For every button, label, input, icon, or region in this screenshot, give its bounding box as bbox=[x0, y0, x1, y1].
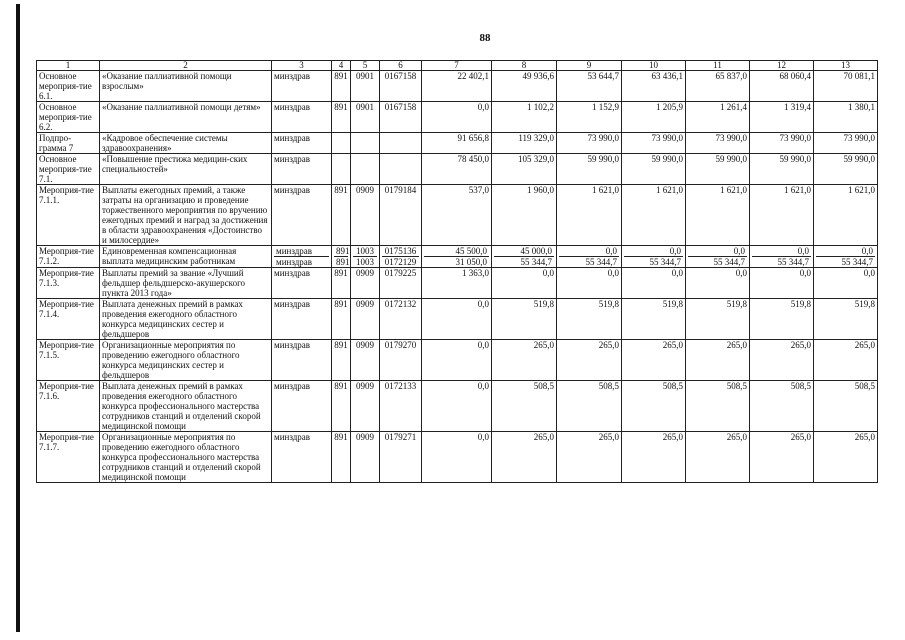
year-value-cell: 1 363,0 bbox=[422, 268, 492, 299]
column-header-12: 12 bbox=[750, 61, 814, 71]
year-value-cell: 0,0 bbox=[814, 268, 878, 299]
ministry-code-cell bbox=[332, 133, 351, 154]
year-value-cell: 59 990,0 bbox=[557, 154, 622, 185]
ministry-code-cell: 891 bbox=[332, 268, 351, 299]
year-value-cell-line: 31 050,0 bbox=[424, 256, 489, 267]
year-value-cell: 0,0 bbox=[422, 432, 492, 483]
column-header-5: 5 bbox=[351, 61, 380, 71]
year-value-cell: 0,0 bbox=[422, 299, 492, 340]
year-value-cell: 508,5 bbox=[686, 381, 750, 432]
ministry-code-cell: 891 bbox=[332, 185, 351, 246]
year-value-cell: 73 990,0 bbox=[814, 133, 878, 154]
year-value-cell bbox=[422, 246, 492, 268]
section-code-cell: 0909 bbox=[351, 340, 380, 381]
measure-description-cell: Выплата денежных премий в рамках проведения ежегодного областного конкурса медицинских сестер и фельдшеров bbox=[100, 299, 272, 340]
year-value-cell: 508,5 bbox=[492, 381, 557, 432]
year-value-cell: 265,0 bbox=[557, 340, 622, 381]
year-value-cell: 519,8 bbox=[557, 299, 622, 340]
year-value-cell-line: 55 344,7 bbox=[559, 256, 619, 267]
column-header-8: 8 bbox=[492, 61, 557, 71]
target-code-cell: 0172132 bbox=[380, 299, 422, 340]
measure-name-cell: Подпро-грамма 7 bbox=[37, 133, 100, 154]
year-value-cell: 265,0 bbox=[750, 340, 814, 381]
target-code-cell: 0179270 bbox=[380, 340, 422, 381]
section-code-cell: 0909 bbox=[351, 185, 380, 246]
target-code-cell: 0167158 bbox=[380, 71, 422, 102]
year-value-cell-line: 45 500,0 bbox=[455, 246, 487, 256]
ministry-code-cell: 891 bbox=[332, 381, 351, 432]
year-value-cell: 63 436,1 bbox=[622, 71, 686, 102]
year-value-cell: 59 990,0 bbox=[814, 154, 878, 185]
year-value-cell: 0,0 bbox=[422, 381, 492, 432]
target-code-cell bbox=[380, 133, 422, 154]
ministry-code-cell bbox=[332, 246, 351, 268]
department-cell bbox=[272, 246, 332, 268]
target-code-cell-line: 0172129 bbox=[382, 256, 419, 267]
table-row bbox=[37, 71, 878, 102]
year-value-cell: 1 621,0 bbox=[622, 185, 686, 246]
section-code-cell: 0909 bbox=[351, 432, 380, 483]
department-cell: минздрав bbox=[272, 102, 332, 133]
measure-description-cell: «Оказание паллиативной помощи взрослым» bbox=[100, 71, 272, 102]
column-header-3: 3 bbox=[272, 61, 332, 71]
year-value-cell: 1 152,9 bbox=[557, 102, 622, 133]
measure-name-cell: Основное мероприя-тие 6.1. bbox=[37, 71, 100, 102]
column-header-1: 1 bbox=[37, 61, 100, 71]
year-value-cell-line: 0,0 bbox=[797, 246, 809, 256]
ministry-code-cell: 891 bbox=[332, 299, 351, 340]
header-row bbox=[37, 61, 878, 71]
year-value-cell: 68 060,4 bbox=[750, 71, 814, 102]
year-value-cell bbox=[492, 246, 557, 268]
department-cell: минздрав bbox=[272, 185, 332, 246]
table-row bbox=[37, 185, 878, 246]
year-value-cell: 73 990,0 bbox=[686, 133, 750, 154]
year-value-cell: 0,0 bbox=[557, 268, 622, 299]
year-value-cell: 265,0 bbox=[686, 340, 750, 381]
year-value-cell-line: 55 344,7 bbox=[494, 256, 554, 267]
year-value-cell: 1 319,4 bbox=[750, 102, 814, 133]
measure-description-cell: Выплаты ежегодных премий, а также затраты на организацию и проведение торжественного мероприятия по вручению ежегодных премий и наград за достижения в области здравоохранения «Достоинство и милосердие» bbox=[100, 185, 272, 246]
year-value-cell: 519,8 bbox=[622, 299, 686, 340]
ministry-code-cell-line: 891 bbox=[336, 257, 350, 267]
column-header-6: 6 bbox=[380, 61, 422, 71]
table-row bbox=[37, 299, 878, 340]
year-value-cell: 1 621,0 bbox=[814, 185, 878, 246]
year-value-cell: 53 644,7 bbox=[557, 71, 622, 102]
measure-description-cell: Выплата денежных премий в рамках проведения ежегодного областного конкурса профессионального мастерства сотрудников станций и отделений скорой медицинской помощи bbox=[100, 381, 272, 432]
department-cell: минздрав bbox=[272, 381, 332, 432]
year-value-cell: 22 402,1 bbox=[422, 71, 492, 102]
year-value-cell: 265,0 bbox=[814, 432, 878, 483]
year-value-cell: 508,5 bbox=[622, 381, 686, 432]
target-code-cell: 0172133 bbox=[380, 381, 422, 432]
year-value-cell: 119 329,0 bbox=[492, 133, 557, 154]
year-value-cell: 265,0 bbox=[814, 340, 878, 381]
measure-description-cell: «Кадровое обеспечение системы здравоохранения» bbox=[100, 133, 272, 154]
column-header-13: 13 bbox=[814, 61, 878, 71]
year-value-cell: 1 102,2 bbox=[492, 102, 557, 133]
year-value-cell-line: 0,0 bbox=[733, 246, 745, 256]
year-value-cell: 265,0 bbox=[557, 432, 622, 483]
table-row bbox=[37, 246, 878, 268]
year-value-cell: 1 621,0 bbox=[557, 185, 622, 246]
year-value-cell: 0,0 bbox=[422, 340, 492, 381]
section-code-cell bbox=[351, 246, 380, 268]
ministry-code-cell-line: 891 bbox=[336, 246, 350, 256]
department-cell: минздрав bbox=[272, 432, 332, 483]
year-value-cell: 265,0 bbox=[686, 432, 750, 483]
year-value-cell: 537,0 bbox=[422, 185, 492, 246]
year-value-cell-line: 55 344,7 bbox=[752, 256, 811, 267]
year-value-cell bbox=[686, 246, 750, 268]
year-value-cell: 59 990,0 bbox=[686, 154, 750, 185]
year-value-cell: 0,0 bbox=[686, 268, 750, 299]
year-value-cell-line: 55 344,7 bbox=[688, 256, 747, 267]
year-value-cell: 519,8 bbox=[686, 299, 750, 340]
section-code-cell: 0909 bbox=[351, 299, 380, 340]
year-value-cell: 65 837,0 bbox=[686, 71, 750, 102]
section-code-cell bbox=[351, 154, 380, 185]
column-header-9: 9 bbox=[557, 61, 622, 71]
measure-name-cell: Мероприя-тие 7.1.3. bbox=[37, 268, 100, 299]
measure-name-cell: Мероприя-тие 7.1.6. bbox=[37, 381, 100, 432]
year-value-cell: 0,0 bbox=[622, 268, 686, 299]
measure-description-cell: Организационные мероприятия по проведению ежегодного областного конкурса медицинских сестер и фельдшеров bbox=[100, 340, 272, 381]
section-code-cell: 0909 bbox=[351, 268, 380, 299]
measure-name-cell: Мероприя-тие 7.1.5. bbox=[37, 340, 100, 381]
table-row bbox=[37, 133, 878, 154]
year-value-cell: 508,5 bbox=[750, 381, 814, 432]
section-code-cell: 0909 bbox=[351, 381, 380, 432]
target-code-cell-line: 0175136 bbox=[384, 246, 417, 256]
department-cell: минздрав bbox=[272, 268, 332, 299]
target-code-cell: 0179184 bbox=[380, 185, 422, 246]
year-value-cell: 265,0 bbox=[492, 340, 557, 381]
table-row bbox=[37, 268, 878, 299]
year-value-cell: 105 329,0 bbox=[492, 154, 557, 185]
department-cell: минздрав bbox=[272, 133, 332, 154]
measure-name-cell: Основное мероприя-тие 7.1. bbox=[37, 154, 100, 185]
table-row bbox=[37, 340, 878, 381]
year-value-cell: 1 621,0 bbox=[686, 185, 750, 246]
measure-description-cell: «Оказание паллиативной помощи детям» bbox=[100, 102, 272, 133]
year-value-cell: 91 656,8 bbox=[422, 133, 492, 154]
table-row bbox=[37, 432, 878, 483]
section-code-cell bbox=[351, 133, 380, 154]
target-code-cell bbox=[380, 154, 422, 185]
department-cell: минздрав bbox=[272, 71, 332, 102]
ministry-code-cell: 891 bbox=[332, 71, 351, 102]
department-cell-line: минздрав bbox=[274, 256, 329, 267]
measure-name-cell: Мероприя-тие 7.1.1. bbox=[37, 185, 100, 246]
year-value-cell-line: 0,0 bbox=[605, 246, 617, 256]
year-value-cell: 265,0 bbox=[750, 432, 814, 483]
year-value-cell bbox=[814, 246, 878, 268]
measure-description-cell: Единовременная компенсационная выплата медицинским работникам bbox=[100, 246, 272, 268]
measure-description-cell: Организационные мероприятия по проведению ежегодного областного конкурса профессионального мастерства сотрудников станций и отделений скорой медицинской помощи bbox=[100, 432, 272, 483]
year-value-cell: 265,0 bbox=[622, 340, 686, 381]
year-value-cell: 519,8 bbox=[492, 299, 557, 340]
target-code-cell bbox=[380, 246, 422, 268]
year-value-cell-line: 0,0 bbox=[861, 246, 873, 256]
year-value-cell: 0,0 bbox=[750, 268, 814, 299]
year-value-cell: 59 990,0 bbox=[622, 154, 686, 185]
section-code-cell: 0901 bbox=[351, 102, 380, 133]
year-value-cell: 49 936,6 bbox=[492, 71, 557, 102]
page-number: 88 bbox=[479, 32, 491, 44]
column-header-2: 2 bbox=[100, 61, 272, 71]
year-value-cell bbox=[557, 246, 622, 268]
year-value-cell: 265,0 bbox=[622, 432, 686, 483]
ministry-code-cell: 891 bbox=[332, 340, 351, 381]
department-cell-line: минздрав bbox=[276, 246, 313, 256]
column-header-7: 7 bbox=[422, 61, 492, 71]
year-value-cell-line: 0,0 bbox=[669, 246, 681, 256]
year-value-cell: 73 990,0 bbox=[750, 133, 814, 154]
column-header-11: 11 bbox=[686, 61, 750, 71]
year-value-cell: 519,8 bbox=[750, 299, 814, 340]
year-value-cell bbox=[622, 246, 686, 268]
ministry-code-cell bbox=[332, 154, 351, 185]
year-value-cell: 508,5 bbox=[557, 381, 622, 432]
year-value-cell-line: 45 000,0 bbox=[520, 246, 552, 256]
year-value-cell: 0,0 bbox=[492, 268, 557, 299]
department-cell: минздрав bbox=[272, 299, 332, 340]
measure-description-cell: Выплаты премий за звание «Лучший фельдшер фельдшерско-акушерского пункта 2013 года» bbox=[100, 268, 272, 299]
ministry-code-cell: 891 bbox=[332, 432, 351, 483]
year-value-cell: 1 960,0 bbox=[492, 185, 557, 246]
column-header-10: 10 bbox=[622, 61, 686, 71]
year-value-cell: 1 261,4 bbox=[686, 102, 750, 133]
year-value-cell-line: 55 344,7 bbox=[624, 256, 683, 267]
measure-name-cell: Основное мероприя-тие 6.2. bbox=[37, 102, 100, 133]
year-value-cell: 70 081,1 bbox=[814, 71, 878, 102]
target-code-cell: 0179225 bbox=[380, 268, 422, 299]
year-value-cell: 1 205,9 bbox=[622, 102, 686, 133]
page-edge-bar bbox=[16, 4, 20, 632]
measure-name-cell: Мероприя-тие 7.1.7. bbox=[37, 432, 100, 483]
department-cell: минздрав bbox=[272, 154, 332, 185]
section-code-cell-line: 1003 bbox=[353, 256, 377, 267]
table-row bbox=[37, 102, 878, 133]
year-value-cell-line: 55 344,7 bbox=[816, 256, 875, 267]
table-row bbox=[37, 154, 878, 185]
column-header-4: 4 bbox=[332, 61, 351, 71]
section-code-cell-line: 1003 bbox=[356, 246, 374, 256]
year-value-cell: 508,5 bbox=[814, 381, 878, 432]
year-value-cell: 73 990,0 bbox=[557, 133, 622, 154]
measure-name-cell: Мероприя-тие 7.1.2. bbox=[37, 246, 100, 268]
department-cell: минздрав bbox=[272, 340, 332, 381]
year-value-cell: 1 380,1 bbox=[814, 102, 878, 133]
table-row bbox=[37, 381, 878, 432]
year-value-cell: 0,0 bbox=[422, 102, 492, 133]
year-value-cell: 73 990,0 bbox=[622, 133, 686, 154]
target-code-cell: 0167158 bbox=[380, 102, 422, 133]
year-value-cell: 1 621,0 bbox=[750, 185, 814, 246]
ministry-code-cell: 891 bbox=[332, 102, 351, 133]
year-value-cell: 78 450,0 bbox=[422, 154, 492, 185]
year-value-cell: 265,0 bbox=[492, 432, 557, 483]
budget-table bbox=[36, 60, 878, 483]
year-value-cell: 59 990,0 bbox=[750, 154, 814, 185]
target-code-cell: 0179271 bbox=[380, 432, 422, 483]
measure-name-cell: Мероприя-тие 7.1.4. bbox=[37, 299, 100, 340]
year-value-cell bbox=[750, 246, 814, 268]
measure-description-cell: «Повышение престижа медицин-ских специальностей» bbox=[100, 154, 272, 185]
section-code-cell: 0901 bbox=[351, 71, 380, 102]
year-value-cell: 519,8 bbox=[814, 299, 878, 340]
